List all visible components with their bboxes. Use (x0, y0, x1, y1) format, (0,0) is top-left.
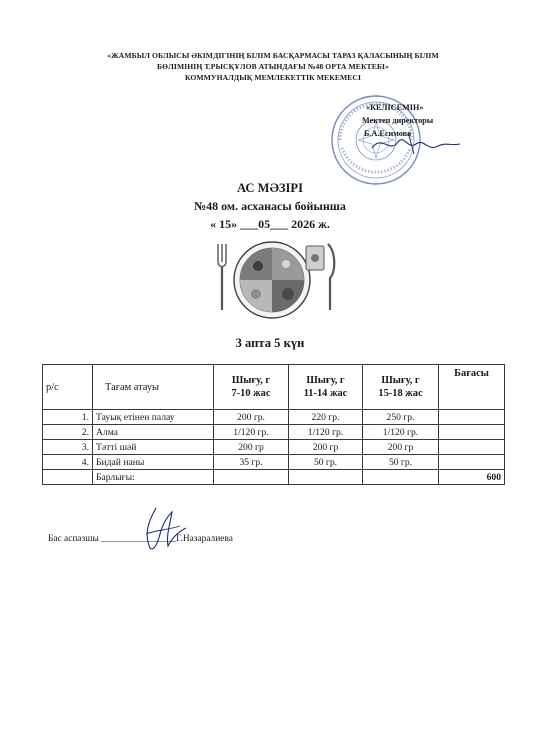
row-age-11-14: 220 гр. (289, 410, 363, 425)
row-num: 2. (43, 425, 93, 440)
header-age-15-18-line2: 15-18 жас (378, 388, 423, 399)
header-dish: Тағам атауы (93, 365, 214, 410)
row-dish: Тауық етінен палау (93, 410, 214, 425)
row-price (439, 455, 505, 470)
row-age-15-18: 250 гр. (363, 410, 439, 425)
menu-table (42, 364, 505, 485)
header-age-15-18-line1: Шығу, г (381, 375, 420, 386)
institution-line-2: БӨЛІМІНІҢ Т.РЫСҚҰЛОВ АТЫНДАҒЫ №48 ОРТА МЕКТЕБІ» (157, 62, 389, 71)
table-header-row (43, 365, 505, 410)
header-age-11-14-line2: 11-14 жас (303, 388, 348, 399)
total-empty-cell (289, 470, 363, 485)
date-month: ___05___ (240, 217, 289, 231)
date-day: « 15» (210, 217, 238, 231)
row-price (439, 410, 505, 425)
table-row (43, 440, 505, 455)
cook-name: Г.Назаралиева (176, 534, 233, 544)
knife-icon (328, 244, 334, 310)
row-age-11-14: 50 гр. (289, 455, 363, 470)
header-age-11-14 (289, 365, 363, 410)
cook-label: Бас аспазшы (48, 534, 99, 544)
row-age-11-14: 1/120 гр. (289, 425, 363, 440)
row-dish: Тәтті шәй (93, 440, 214, 455)
header-age-7-10-line1: Шығу, г (231, 375, 271, 386)
approval-position: Мектеп директоры (362, 116, 434, 125)
total-empty-cell (214, 470, 289, 485)
canteen-label: №48 ом. асханасы бойынша (194, 199, 346, 213)
total-value: 600 (439, 470, 505, 485)
institution-line-1: «ЖАМБЫЛ ОБЛЫСЫ ӘКІМДІГІНІҢ БІЛІМ БАСҚАРМАСЫ ТАРАЗ ҚАЛАСЫНЫҢ БІЛІМ (107, 51, 439, 60)
header-age-11-14-line1: Шығу, г (306, 375, 345, 386)
table-row (43, 425, 505, 440)
institution-line-3: КОММУНАЛДЫҚ МЕМЛЕКЕТТІК МЕКЕМЕСІ (184, 73, 362, 82)
row-dish: Алма (93, 425, 214, 440)
row-age-15-18: 1/120 гр. (363, 425, 439, 440)
row-age-15-18: 50 гр. (363, 455, 439, 470)
date-year: 2026 ж. (291, 217, 330, 231)
fork-icon (218, 244, 226, 310)
row-age-11-14: 200 гр (289, 440, 363, 455)
row-age-7-10: 200 гр. (214, 410, 289, 425)
header-age-15-18 (363, 365, 439, 410)
header-num: р/с (43, 365, 93, 410)
total-empty-cell (363, 470, 439, 485)
row-age-7-10: 35 гр. (214, 455, 289, 470)
menu-title: АС МӘЗІРІ (236, 181, 304, 195)
table-row (43, 455, 505, 470)
row-age-7-10: 200 гр (214, 440, 289, 455)
total-row (43, 470, 505, 485)
row-num: 4. (43, 455, 93, 470)
approval-agreed: «КЕЛІСЕМІН» (366, 103, 424, 112)
menu-date (120, 217, 420, 232)
row-age-7-10: 1/120 гр. (214, 425, 289, 440)
row-dish: Бидай наны (93, 455, 214, 470)
approval-name: Б.А.Есимова (364, 129, 412, 138)
row-age-15-18: 200 гр (363, 440, 439, 455)
row-num: 1. (43, 410, 93, 425)
header-age-7-10 (214, 365, 289, 410)
director-signature (368, 128, 464, 158)
table-row (43, 410, 505, 425)
plate-illustration (212, 238, 338, 320)
week-day: 3 апта 5 күн (235, 336, 305, 350)
total-label: Барлығы: (93, 470, 214, 485)
header-age-7-10-line2: 7-10 жас (231, 388, 271, 399)
cook-signature (136, 504, 192, 554)
total-empty-cell (43, 470, 93, 485)
row-num: 3. (43, 440, 93, 455)
row-price (439, 440, 505, 455)
header-price: Бағасы (439, 365, 505, 410)
row-price (439, 425, 505, 440)
cook-underline: ________________ (101, 534, 177, 544)
